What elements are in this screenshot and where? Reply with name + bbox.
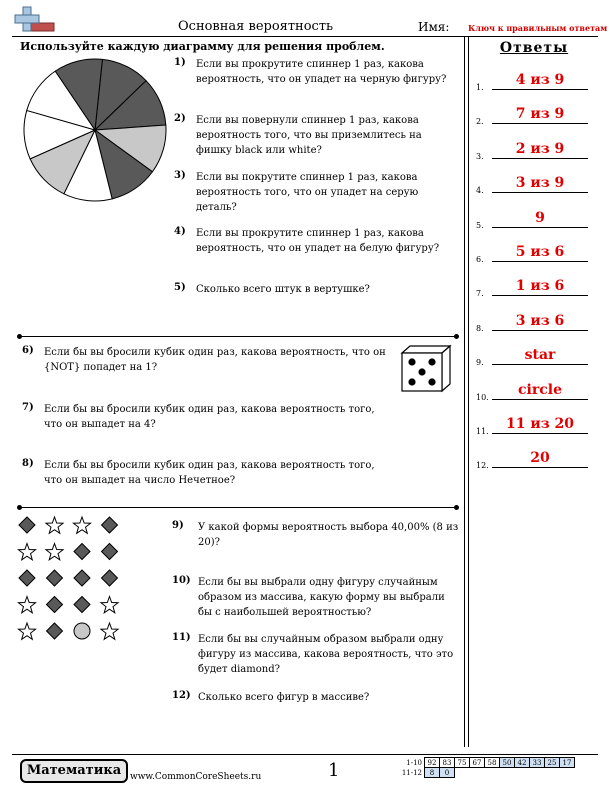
score-cell: 8 [425,768,440,778]
answer-line [492,433,588,434]
shape-star [73,517,90,533]
shape-circle [74,623,90,639]
question-text: Если бы вы выбрали одну фигуру случайным образом из массива, какую форму вы выбрали бы с наибольшей вероятностью? [198,577,445,618]
question-text: Сколько всего штук в вертушке? [196,284,370,295]
answer-row [474,313,594,333]
question-text: Если бы вы случайным образом выбрали одну фигуру из массива, какова вероятность, что это будет diamond? [198,634,454,675]
answer-line [492,330,588,331]
answer-number: 2. [476,117,484,127]
shape-star [18,544,35,560]
shape-diamond [102,517,118,533]
shape-diamond [102,544,118,560]
question-number: 4) [174,226,186,237]
question-number: 9) [172,520,184,531]
answer-row [474,347,594,367]
answer-line [492,89,588,90]
shape-diamond [102,570,118,586]
die-icon [398,343,452,393]
question-number: 6) [22,345,34,356]
score-table [396,757,575,778]
answer-number: 7. [476,289,484,299]
site-url: www.CommonCoreSheets.ru [130,772,262,782]
answer-line [492,261,588,262]
shape-star [46,544,63,560]
shape-diamond [19,517,35,533]
answer-number: 1. [476,83,484,92]
question-number: 1) [174,57,186,68]
score-cell: 92 [425,758,440,768]
answer-number: 8. [476,323,484,333]
score-cell: 67 [470,758,485,768]
question-number: 12) [172,690,191,701]
answer-number: 9. [476,358,484,368]
question-number: 3) [174,170,186,181]
section-divider-2 [20,507,456,508]
name-label: Имя: [418,20,450,34]
answer-value: 20 [530,450,550,467]
score-cell: 50 [500,758,515,768]
question-text: У какой формы вероятность выбора 40,00% (8 из 20)? [198,522,459,548]
page-number: 1 [328,760,340,781]
spinner [22,57,168,203]
score-cell: 0 [440,768,455,778]
score-cell: 17 [560,758,575,768]
question-number: 7) [22,402,34,413]
answer-number: 5. [476,220,484,230]
brand-badge: Математика [20,759,128,783]
answer-line [492,295,588,296]
answer-value: 9 [535,209,545,226]
shape-star [101,623,118,639]
question-text: Сколько всего фигур в массиве? [198,692,370,703]
answers-title: Ответы [499,40,569,56]
answer-number: 4. [476,186,484,196]
answer-row [474,450,594,470]
answer-key-label: Ключ к правильным ответам [468,23,608,33]
question-number: 5) [174,282,186,293]
score-row-label: 11-12 [401,768,422,777]
shape-star [18,623,35,639]
answer-row [474,72,594,92]
answer-value: 5 из 6 [515,244,565,260]
answer-number: 10. [476,392,489,402]
shape-diamond [47,597,63,613]
answer-number: 11. [476,427,489,436]
shape-star [18,597,35,613]
answer-row [474,175,594,195]
answer-number: 12. [476,461,489,471]
score-row-label: 1-10 [406,758,422,767]
question-text: Если вы повернули спиннер 1 раз, какова вероятность того, что вы приземлитесь на фишку black или white? [196,115,422,156]
shape-diamond [74,597,90,613]
score-cell: 75 [455,758,470,768]
answer-line [492,467,588,468]
answer-value: 1 из 6 [515,278,565,295]
answer-row [474,244,594,264]
answer-value: 3 из 6 [515,312,565,329]
answer-value: 11 из 20 [505,416,575,432]
footer-rule [12,754,598,755]
shape-star [101,597,118,613]
answer-number: 3. [476,151,484,161]
question-text: Если вы прокрутите спиннер 1 раз, какова вероятность, что он упадет на белую фигуру? [196,228,440,254]
shape-diamond [47,570,63,586]
question-text: Если бы вы бросили кубик один раз, какова вероятность того, что он выпадет на число Нечетное? [44,460,375,486]
answer-number: 6. [476,255,484,264]
section-divider-1 [20,336,456,337]
question-number: 11) [172,632,191,643]
answer-row [474,382,594,402]
answer-value: 2 из 9 [515,140,565,157]
answer-value: circle [518,381,562,398]
score-cell: 83 [440,758,455,768]
answer-line [492,192,588,193]
answer-row [474,416,594,436]
answer-line [492,158,588,159]
answer-value: star [524,347,556,364]
score-cell: 33 [530,758,545,768]
question-number: 8) [22,458,34,469]
column-divider-2 [468,37,469,747]
score-cell: 42 [515,758,530,768]
answer-line [492,399,588,400]
answer-line [492,123,588,124]
answer-row [474,210,594,230]
shape-diamond [74,570,90,586]
answer-row [474,141,594,161]
header-rule [12,36,598,37]
question-text: Если бы вы бросили кубик один раз, какова вероятность того, что он выпадет на 4? [44,404,375,430]
shape-diamond [74,544,90,560]
answer-row [474,278,594,298]
score-cell: 58 [485,758,500,768]
answer-value: 4 из 9 [515,72,565,88]
answer-value: 7 из 9 [515,106,565,123]
answer-line [492,364,588,365]
logo-icon [14,6,56,36]
question-number: 10) [172,575,191,586]
page-title: Основная вероятность [178,19,334,34]
question-text: Если вы прокрутите спиннер 1 раз, какова вероятность, что он упадет на черную фигуру? [196,59,447,85]
question-text: Если бы вы бросили кубик один раз, какова вероятность, что он {NOT} попадет на 1? [44,347,386,373]
column-divider [464,37,465,747]
answer-line [492,227,588,228]
question-text: Если вы покрутите спиннер 1 раз, какова вероятность того, что он упадет на серую деталь? [196,172,419,213]
answer-value: 3 из 9 [515,175,565,192]
shape-diamond [47,623,63,639]
instructions: Используйте каждую диаграмму для решения проблем. [20,40,385,53]
score-cell: 25 [545,758,560,768]
answer-row [474,106,594,126]
question-number: 2) [174,113,186,124]
shape-diamond [19,570,35,586]
shape-array [14,514,124,644]
shape-star [46,517,63,533]
